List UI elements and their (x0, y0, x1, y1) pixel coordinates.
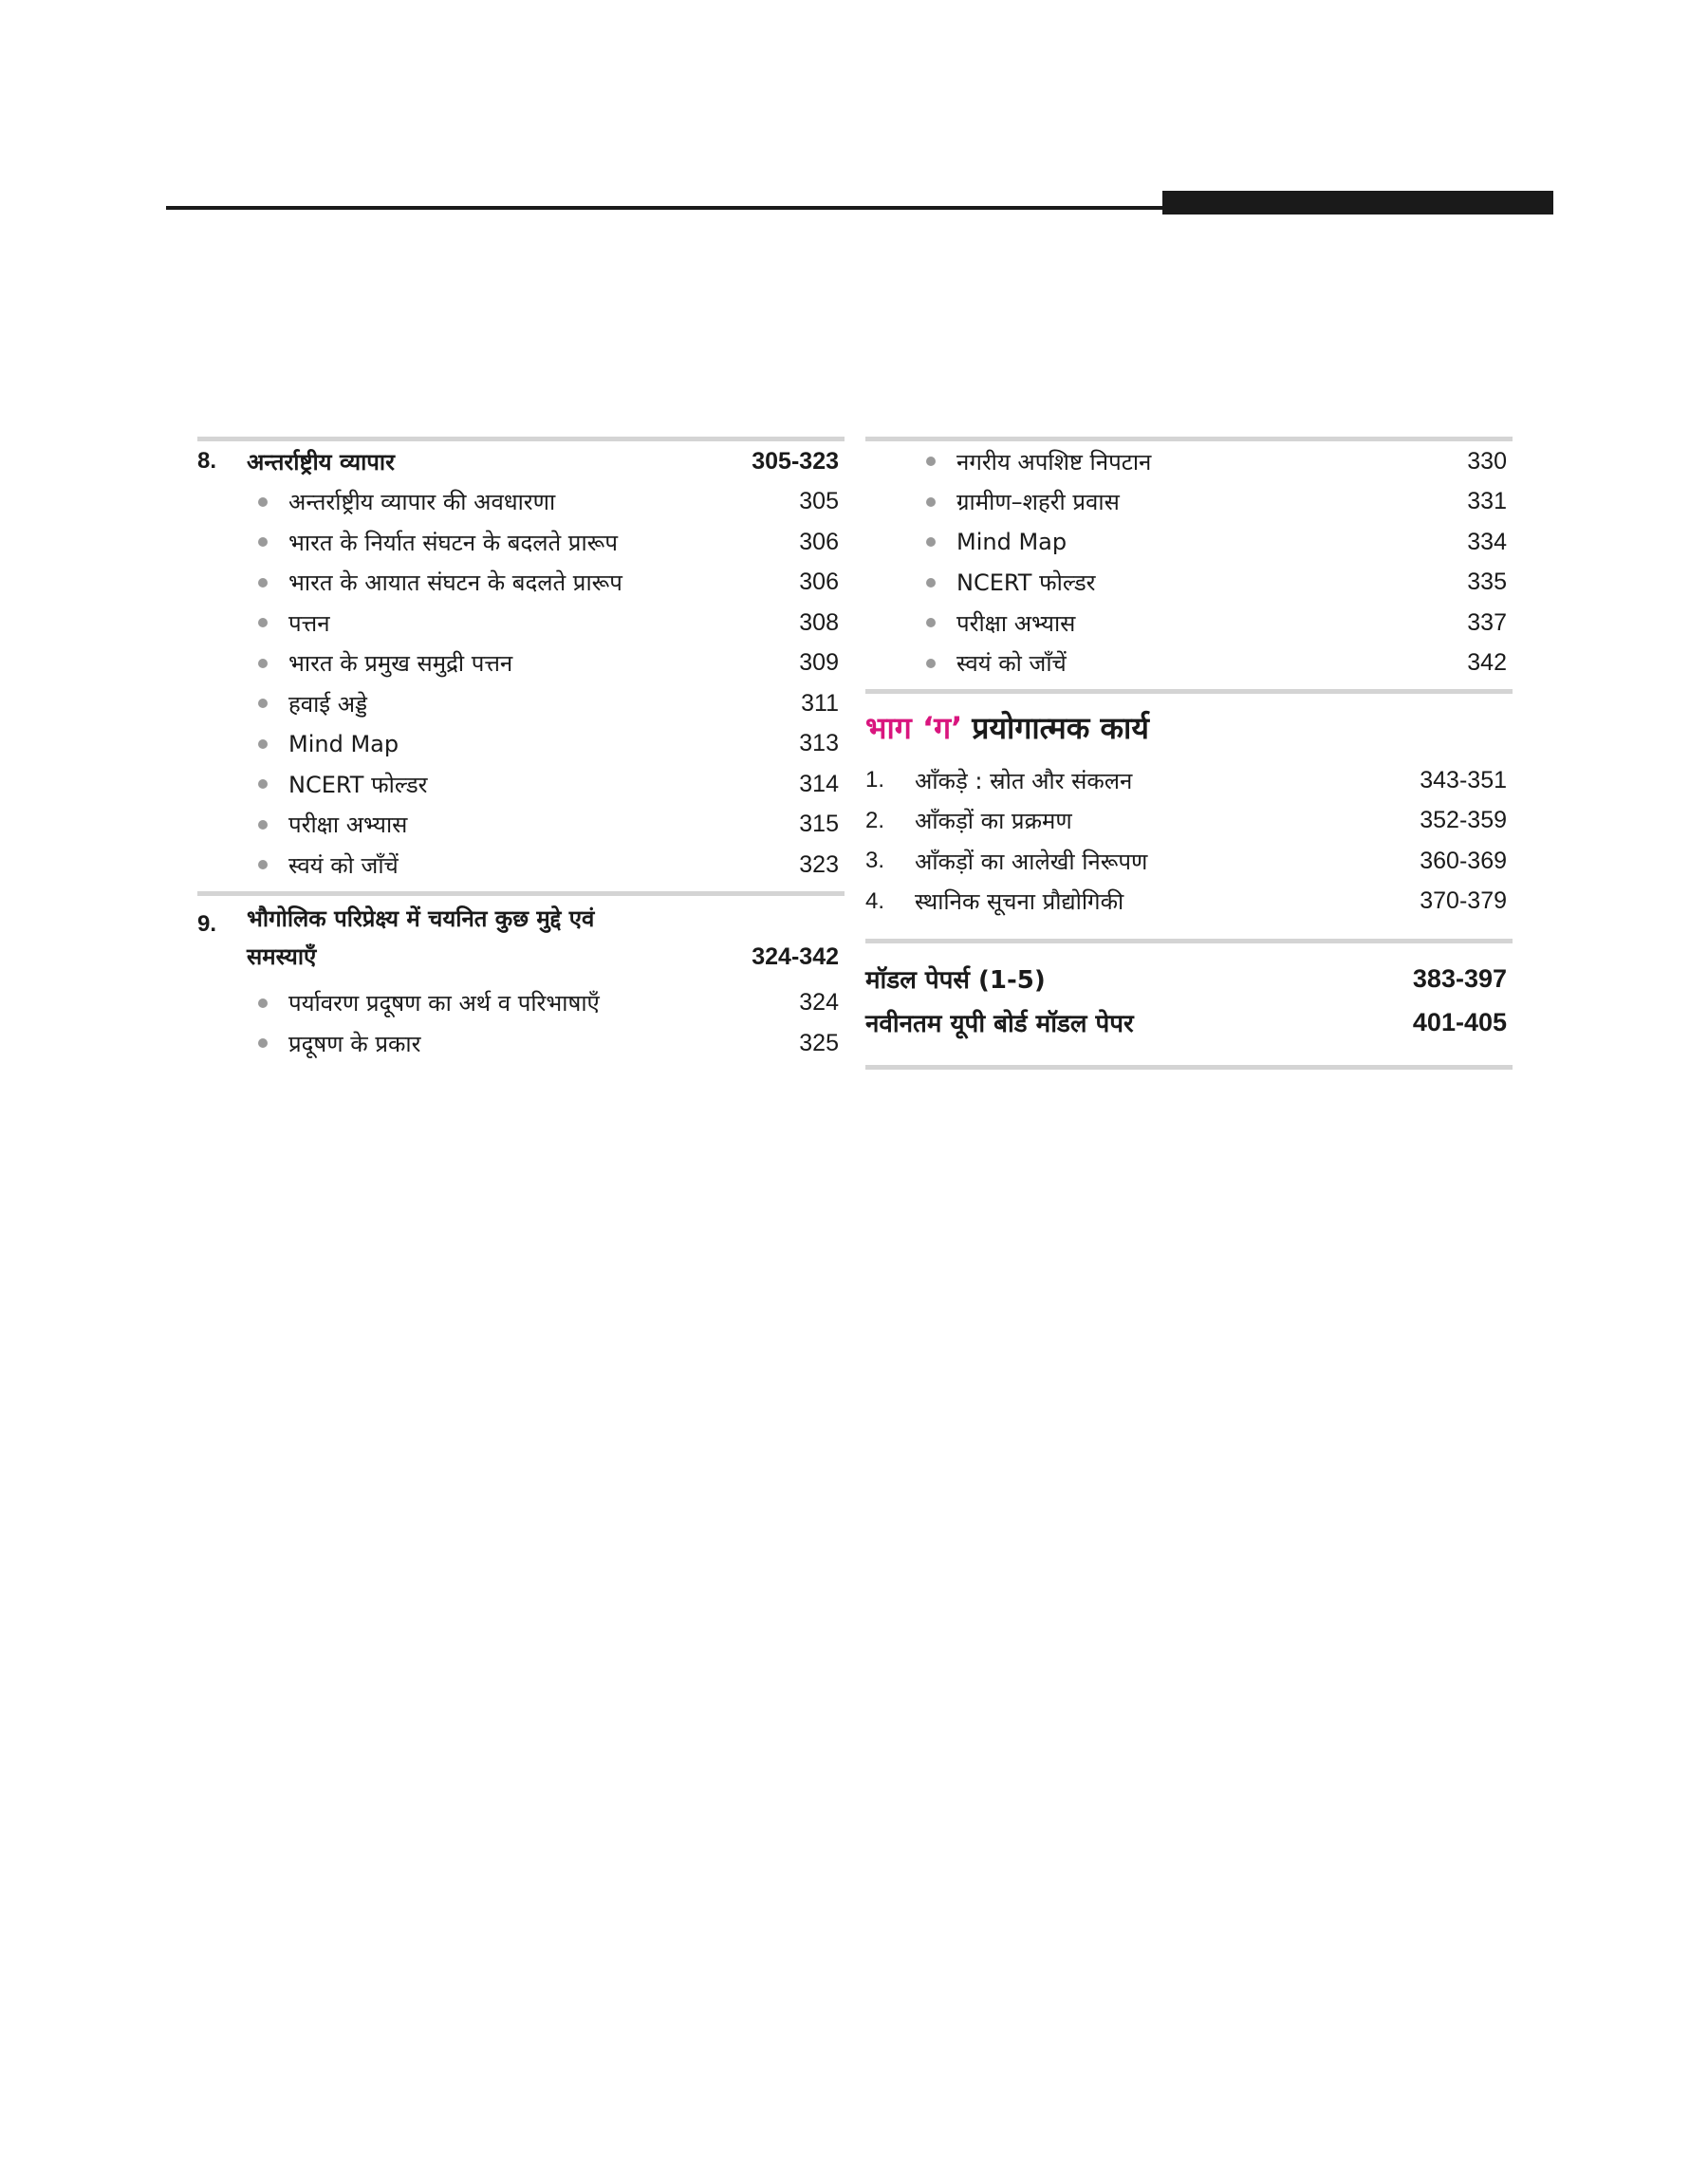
toc-item[interactable] (865, 801, 1513, 842)
chapter-number: 8. (197, 448, 217, 475)
toc-item-page: 306 (799, 528, 839, 555)
toc-item[interactable] (865, 441, 1513, 482)
toc-item-page: 343-351 (1420, 766, 1507, 793)
toc-item-title: अन्तर्राष्ट्रीय व्यापार की अवधारणा (288, 489, 556, 516)
separator (865, 1065, 1513, 1070)
toc-item-page: 337 (1467, 608, 1507, 636)
toc-item-title: स्वयं को जाँचें (956, 650, 1067, 678)
bullet-icon (926, 537, 936, 547)
item-number: 1. (865, 767, 885, 793)
bullet-icon (258, 659, 268, 668)
toc-item-page: 342 (1467, 649, 1507, 677)
bullet-icon (258, 779, 268, 789)
toc-chapter-9[interactable] (197, 896, 845, 983)
bullet-icon (926, 497, 936, 507)
toc-item-page: 313 (799, 730, 839, 757)
toc-item-title: परीक्षा अभ्यास (288, 812, 408, 839)
toc-item-page: 324 (799, 989, 839, 1017)
toc-item-title: पर्यावरण प्रदूषण का अर्थ व परिभाषाएँ (288, 990, 600, 1017)
toc-item-title: स्थानिक सूचना प्रौद्योगिकी (915, 888, 1124, 916)
toc-item-title: ग्रामीण–शहरी प्रवास (956, 489, 1120, 516)
toc-item-page: 335 (1467, 569, 1507, 596)
toc-item-page: 383-397 (1412, 963, 1507, 993)
separator (865, 939, 1513, 943)
toc-item[interactable] (197, 805, 845, 846)
toc-item[interactable] (865, 522, 1513, 563)
toc-item-page: 323 (799, 850, 839, 878)
toc-item-page: 330 (1467, 447, 1507, 475)
chapter-pages: 324-342 (752, 942, 839, 970)
bullet-icon (258, 1038, 268, 1048)
bullet-icon (258, 618, 268, 627)
toc-item[interactable] (197, 724, 845, 765)
toc-item-title: NCERT फोल्डर (288, 771, 428, 798)
toc-left-column (197, 437, 845, 1064)
toc-item-title: आँकड़ों का आलेखी निरूपण (915, 848, 1148, 875)
part-c-label: भाग ‘ग’ (865, 709, 963, 746)
toc-item-page: 306 (799, 569, 839, 596)
toc-item-title: स्वयं को जाँचें (288, 851, 399, 879)
item-number: 3. (865, 848, 885, 874)
chapter-title (247, 900, 752, 976)
toc-model-papers[interactable] (865, 957, 1513, 1000)
bullet-icon (258, 699, 268, 708)
toc-item-page: 334 (1467, 528, 1507, 555)
bullet-icon (258, 820, 268, 830)
part-c-title: प्रयोगात्मक कार्य (972, 709, 1149, 746)
toc-item[interactable] (865, 882, 1513, 923)
toc-item[interactable] (865, 563, 1513, 604)
toc-item-title: भारत के आयात संघटन के बदलते प्रारूप (288, 569, 622, 597)
toc-item-page: 331 (1467, 488, 1507, 515)
toc-item-page: 311 (801, 689, 839, 717)
toc-item[interactable] (197, 522, 845, 563)
bullet-icon (926, 618, 936, 627)
toc-item[interactable] (197, 764, 845, 805)
bullet-icon (926, 457, 936, 466)
toc-item[interactable] (197, 1023, 845, 1064)
header-rule (166, 206, 1162, 210)
item-number: 2. (865, 807, 885, 833)
toc-item-title: परीक्षा अभ्यास (956, 609, 1076, 637)
bullet-icon (258, 497, 268, 507)
toc-item-title: Mind Map (288, 730, 399, 757)
bullet-icon (258, 537, 268, 547)
bullet-icon (926, 578, 936, 588)
toc-item-title: पत्तन (288, 609, 330, 637)
toc-item-title: हवाई अड्डे (288, 690, 368, 718)
toc-item-title: Mind Map (956, 529, 1068, 556)
toc-item-title: नगरीय अपशिष्ट निपटान (956, 448, 1152, 476)
toc-item-page: 352-359 (1420, 807, 1507, 834)
toc-item-title: आँकड़े : स्रोत और संकलन (915, 767, 1133, 794)
toc-item-page: 360-369 (1420, 847, 1507, 874)
toc-item-page: 305 (799, 488, 839, 515)
bullet-icon (258, 578, 268, 588)
toc-item[interactable] (197, 845, 845, 886)
toc-item-page: 309 (799, 649, 839, 677)
toc-item[interactable] (865, 841, 1513, 882)
toc-item-page: 370-379 (1420, 887, 1507, 915)
bullet-icon (258, 998, 268, 1008)
toc-item[interactable] (865, 644, 1513, 684)
header-block (1162, 191, 1553, 215)
toc-item-title: नवीनतम यूपी बोर्ड मॉडल पेपर (865, 1010, 1134, 1038)
toc-latest-paper[interactable] (865, 1000, 1513, 1044)
toc-item[interactable] (197, 603, 845, 644)
chapter-title: अन्तर्राष्ट्रीय व्यापार (247, 448, 395, 476)
toc-item[interactable] (865, 760, 1513, 801)
toc-right-column (865, 437, 1513, 1070)
toc-item-title: भारत के प्रमुख समुद्री पत्तन (288, 650, 513, 678)
toc-item-title: भारत के निर्यात संघटन के बदलते प्रारूप (288, 529, 618, 556)
toc-item-page: 308 (799, 608, 839, 636)
toc-item[interactable] (197, 983, 845, 1024)
toc-item[interactable] (197, 644, 845, 684)
toc-item[interactable] (865, 482, 1513, 523)
bullet-icon (926, 659, 936, 668)
toc-item[interactable] (197, 482, 845, 523)
part-c-heading (865, 694, 1513, 760)
toc-item-page: 325 (799, 1029, 839, 1056)
toc-chapter-8[interactable] (197, 441, 845, 482)
bullet-icon (258, 860, 268, 869)
toc-item-page: 314 (799, 770, 839, 797)
toc-item-page: 401-405 (1412, 1007, 1507, 1036)
item-number: 4. (865, 887, 885, 914)
toc-item-title: मॉडल पेपर्स (1-5) (865, 966, 1046, 995)
toc-item[interactable] (865, 603, 1513, 644)
toc-item[interactable] (197, 563, 845, 604)
toc-item-title: NCERT फोल्डर (956, 569, 1096, 597)
chapter-title-line2: समस्याएँ (247, 942, 317, 970)
toc-item-title: प्रदूषण के प्रकार (288, 1030, 421, 1057)
toc-item-page: 315 (799, 811, 839, 838)
chapter-title-line1: भौगोलिक परिप्रेक्ष्य में चयनित कुछ मुद्दे एवं (247, 905, 595, 932)
toc-item-title: आँकड़ों का प्रक्रमण (915, 808, 1072, 835)
toc-item[interactable] (197, 683, 845, 724)
chapter-pages: 305-323 (752, 447, 839, 475)
chapter-number: 9. (197, 910, 217, 937)
bullet-icon (258, 739, 268, 749)
